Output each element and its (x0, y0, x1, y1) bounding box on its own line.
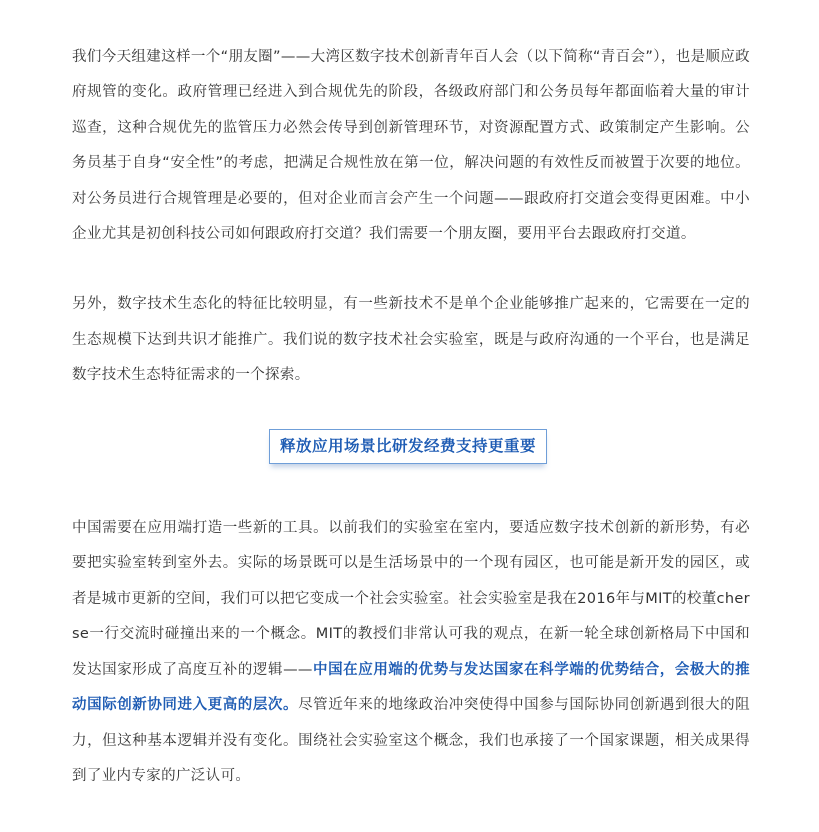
article-body (72, 40, 750, 795)
article-paragraph: 另外，数字技术生态化的特征比较明显，有一些新技术不是单个企业能够推广起来的，它需要在一定的生态规模下达到共识才能推广。我们说的数字技术社会实验室，既是与政府沟通的一个平台，也是满足数字技术生态特征需求的一个探索。 (72, 296, 750, 384)
section-heading: 释放应用场景比研发经费支持更重要 (269, 429, 547, 464)
paragraph-text: 尽管近年来的地缘政治冲突使得中国参与国际协同创新遇到很大的阻力，但这种基本逻辑并没有变化。围绕社会实验室这个概念，我们也承接了一个国家课题，相关成果得到了业内专家的广泛认可。 (72, 697, 751, 785)
article-paragraph: 我们今天组建这样一个“朋友圈”——大湾区数字技术创新青年百人会（以下简称“青百会”），也是顺应政府规管的变化。政府管理已经进入到合规优先的阶段，各级政府部门和公务员每年都面临着大量的审计巡查，这种合规优先的监管压力必然会传导到创新管理环节，对资源配置方式、政策制定产生影响。公务员基于自身“安全性”的考虑，把满足合规性放在第一位，解决问题的有效性反而被置于次要的地位。对公务员进行合规管理是必要的，但对企业而言会产生一个问题——跟政府打交道会变得更困难。中小企业尤其是初创科技公司如何跟政府打交道？我们需要一个朋友圈，要用平台去跟政府打交道。 (72, 49, 750, 243)
paragraph-text: 中国需要在应用端打造一些新的工具。以前我们的实验室在室内，要适应数字技术创新的新形势，有必要把实验室转到室外去。实际的场景既可以是生活场景中的一个现有园区，也可能是新开发的园区，或者是城市更新的空间，我们可以把它变成一个社会实验室。社会实验室是我在2016年与MIT的校董cherse一行交流时碰撞出来的一个概念。MIT的教授们非常认可我的观点，在新一轮全球创新格局下中国和发达国家形成了高度互补的逻辑—— (72, 519, 750, 678)
emphasized-text: 中国在应用端的优势与发达国家在科学端的优势结合，会极大的推动国际创新协同进入更高的层次。 (72, 661, 750, 714)
section-heading-container (72, 429, 750, 472)
article-paragraph (72, 511, 750, 795)
